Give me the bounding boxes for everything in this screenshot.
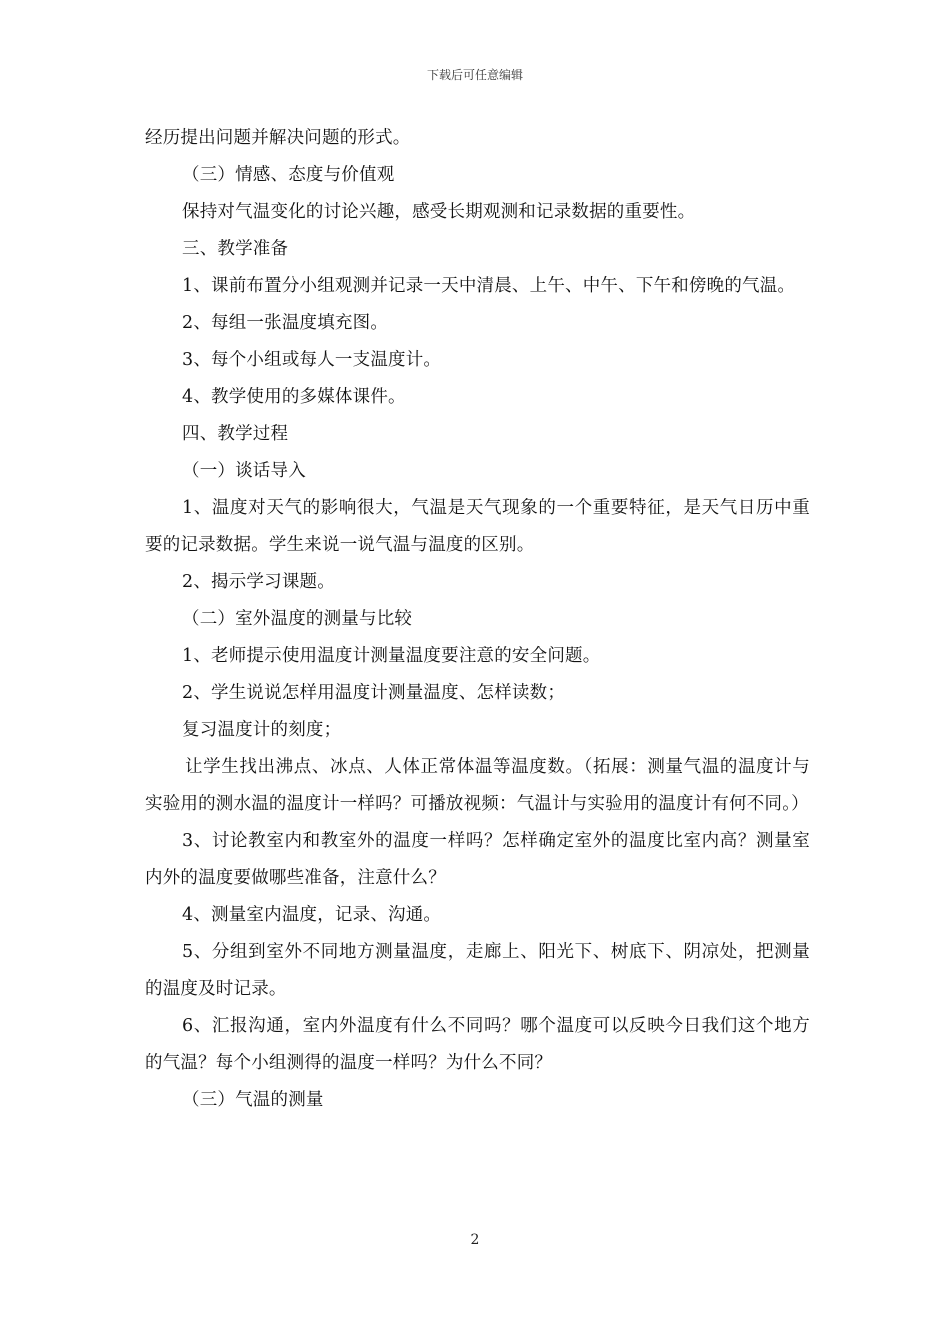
list-item: 1、温度对天气的影响很大，气温是天气现象的一个重要特征，是天气日历中重要的记录数据。学生来说一说气温与温度的区别。 <box>145 498 810 555</box>
list-item: 4、教学使用的多媒体课件。 <box>182 387 406 407</box>
document-body <box>145 120 810 1119</box>
list-item: 6、汇报沟通，室内外温度有什么不同吗？哪个温度可以反映今日我们这个地方的气温？每个小组测得的温度一样吗？为什么不同？ <box>145 1016 810 1073</box>
list-item: 2、揭示学习课题。 <box>182 572 335 592</box>
list-item: 3、每个小组或每人一支温度计。 <box>182 350 442 370</box>
subsection-heading: （三）情感、态度与价值观 <box>182 165 395 185</box>
list-item: 5、分组到室外不同地方测量温度，走廊上、阳光下、树底下、阴凉处，把测量的温度及时记录。 <box>145 942 810 999</box>
list-item: 4、测量室内温度，记录、沟通。 <box>182 905 442 925</box>
paragraph: 让学生找出沸点、冰点、人体正常体温等温度数。（拓展：测量气温的温度计与实验用的测水温的温度计一样吗？可播放视频：气温计与实验用的温度计有何不同。） <box>145 757 810 814</box>
paragraph: 复习温度计的刻度； <box>182 720 342 740</box>
list-item: 1、课前布置分小组观测并记录一天中清晨、上午、中午、下午和傍晚的气温。 <box>182 276 796 296</box>
subsection-heading: （一）谈话导入 <box>182 461 306 481</box>
paragraph: 保持对气温变化的讨论兴趣，感受长期观测和记录数据的重要性。 <box>182 202 696 222</box>
section-heading: 三、教学准备 <box>182 239 289 259</box>
subsection-heading: （三）气温的测量 <box>182 1090 324 1110</box>
subsection-heading: （二）室外温度的测量与比较 <box>182 609 413 629</box>
list-item: 2、学生说说怎样用温度计测量温度、怎样读数； <box>182 683 566 703</box>
list-item: 3、讨论教室内和教室外的温度一样吗？怎样确定室外的温度比室内高？测量室内外的温度要做哪些准备，注意什么？ <box>145 831 810 888</box>
page-number: 2 <box>470 1232 480 1248</box>
section-heading: 四、教学过程 <box>182 424 289 444</box>
list-item: 1、老师提示使用温度计测量温度要注意的安全问题。 <box>182 646 601 666</box>
page-header: 下载后可任意编辑 <box>426 68 523 82</box>
list-item: 2、每组一张温度填充图。 <box>182 313 389 333</box>
paragraph: 经历提出问题并解决问题的形式。 <box>145 128 411 148</box>
